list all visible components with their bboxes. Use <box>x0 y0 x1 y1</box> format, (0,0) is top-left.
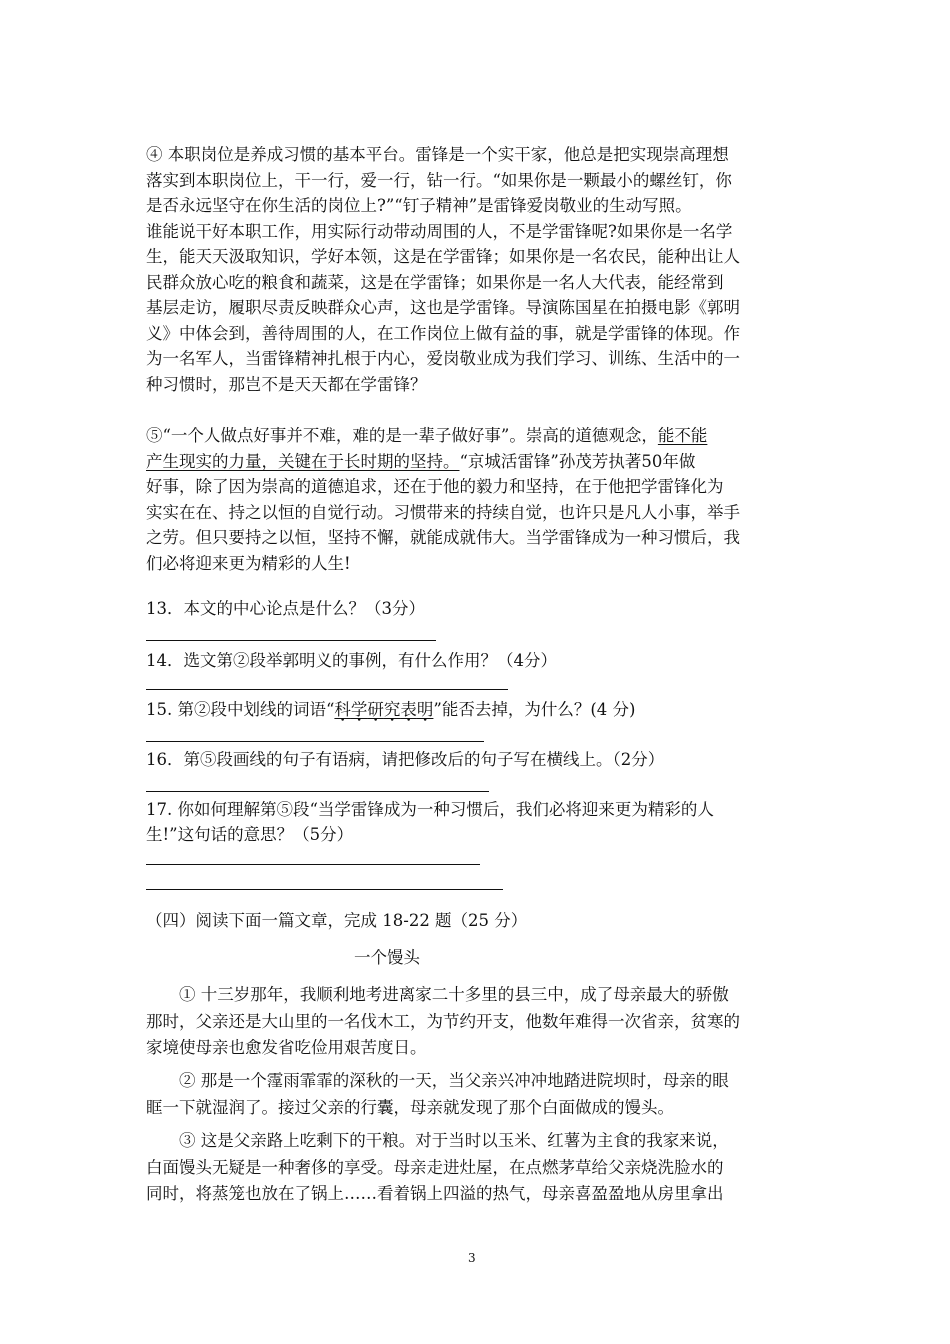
paragraph-line: 家境使母亲也愈发省吃俭用艰苦度日。 <box>146 1038 427 1057</box>
dotted-char: 究 <box>383 700 401 719</box>
question-17-line-1: 17. 你如何理解第⑤段“当学雷锋成为一种习惯后，我们必将迎来更为精彩的人 <box>146 800 714 819</box>
paragraph-line: 同时，将蒸笼也放在了锅上……看着锅上四溢的热气，母亲喜盈盈地从房里拿出 <box>146 1184 724 1203</box>
article-paragraph-2 <box>146 1068 810 1121</box>
paragraph-line: 落实到本职岗位上，干一行，爱一行，钻一行。“如果你是一颗最小的螺丝钉，你 <box>146 170 732 190</box>
answer-line[interactable] <box>146 889 503 890</box>
question-14: 14．选文第②段举郭明义的事例，有什么作用？（4分） <box>146 651 557 670</box>
underlined-sentence: 产生现实的力量，关键在于长时期的坚持。 <box>146 451 460 471</box>
paragraph-text: ⑤“一个人做点好事并不难，难的是一辈子做好事”。崇高的道德观念， <box>146 426 658 445</box>
paragraph-line: 谁能说干好本职工作，用实际行动带动周围的人，不是学雷锋呢?如果你是一名学 <box>146 221 733 241</box>
paragraph-line: 是否永远坚守在你生活的岗位上?”“钉子精神”是雷锋爱岗敬业的生动写照。 <box>146 196 692 215</box>
answer-line[interactable] <box>146 741 484 742</box>
paragraph-line: 好事，除了因为崇高的道德追求，还在于他的毅力和坚持，在于他把学雷锋化为 <box>146 477 724 496</box>
paragraph-line: 之劳。但只要持之以恒，坚持不懈，就能成就伟大。当学雷锋成为一种习惯后，我 <box>146 528 740 547</box>
paragraph-line: 生，能天天汲取知识，学好本领，这是在学雷锋；如果你是一名农民，能种出让人 <box>146 247 740 266</box>
paragraph-line: 种习惯时，那岂不是天天都在学雷锋？ <box>146 374 427 394</box>
dotted-char: 学 <box>350 700 368 719</box>
paragraph-line: ② 那是一个霪雨霏霏的深秋的一天，当父亲兴冲冲地踏进院坝时，母亲的眼 <box>179 1071 729 1090</box>
article-paragraph-3 <box>146 1128 810 1208</box>
question-15 <box>146 697 635 722</box>
paragraph-line: 基层走访，履职尽责反映群众心声，这也是学雷锋。导演陈国星在拍摄电影《郭明 <box>146 298 740 317</box>
paragraph-line: 那时，父亲还是大山里的一名伐木工，为节约开支，他数年难得一次省亲，贫寒的 <box>146 1011 740 1031</box>
page-number: 3 <box>468 1251 476 1265</box>
paragraph-line: 民群众放心吃的粮食和蔬菜，这是在学雷锋；如果你是一名人大代表，能经常到 <box>146 272 724 292</box>
answer-line[interactable] <box>146 791 489 792</box>
question-text: 15. 第②段中划线的词语“ <box>146 700 335 719</box>
paragraph-line: ④ 本职岗位是养成习惯的基本平台。雷锋是一个实干家，他总是把实现崇高理想 <box>146 145 729 164</box>
answer-line[interactable] <box>146 689 508 690</box>
paragraph-line: 白面馒头无疑是一种奢侈的享受。母亲走进灶屋，在点燃茅草给父亲烧洗脸水的 <box>146 1157 724 1177</box>
answer-line[interactable] <box>146 864 480 865</box>
paragraph-line: 实实在在、持之以恒的自觉行动。习惯带来的持续自觉，也许只是凡人小事，举手 <box>146 502 740 522</box>
question-13: 13．本文的中心论点是什么？（3分） <box>146 599 425 618</box>
dotted-char: 表 <box>400 700 417 719</box>
paragraph-line: 们必将迎来更为精彩的人生! <box>146 553 351 573</box>
paragraph-line <box>146 423 810 449</box>
answer-line[interactable] <box>146 640 436 641</box>
question-16: 16．第⑤段画线的句子有语病，请把修改后的句子写在横线上。（2分） <box>146 750 665 769</box>
dotted-char: 明 <box>416 700 434 719</box>
paragraph-line: 眶一下就湿润了。接过父亲的行囊，母亲就发现了那个白面做成的馒头。 <box>146 1097 674 1117</box>
paragraph-line: ① 十三岁那年，我顺利地考进离家二十多里的县三中，成了母亲最大的骄傲 <box>179 985 729 1004</box>
question-text: ”能否去掉，为什么？(4 分) <box>433 700 636 719</box>
article-paragraph-1 <box>146 982 810 1062</box>
paragraph-5 <box>146 423 810 576</box>
paragraph-line: ③ 这是父亲路上吃剩下的干粮。对于当时以玉米、红薯为主食的我家来说， <box>179 1131 729 1150</box>
paragraph-text: “京城活雷锋”孙茂芳执著50年做 <box>459 451 696 471</box>
question-17-line-2: 生!”这句话的意思？（5分） <box>146 825 354 844</box>
dotted-char: 科 <box>334 700 351 719</box>
paragraph-4 <box>146 142 810 397</box>
section-heading: （四）阅读下面一篇文章，完成 18-22 题（25 分） <box>146 911 528 930</box>
paragraph-line: 为一名军人，当雷锋精神扎根于内心，爱岗敬业成为我们学习、训练、生活中的一 <box>146 349 740 368</box>
underlined-sentence: 能不能 <box>657 426 708 445</box>
paragraph-line <box>146 449 810 475</box>
dotted-phrase <box>334 700 433 719</box>
article-title: 一个馒头 <box>354 948 420 967</box>
dotted-char: 研 <box>367 700 384 719</box>
paragraph-line: 义》中体会到，善待周围的人，在工作岗位上做有益的事，就是学雷锋的体现。作 <box>146 323 740 343</box>
